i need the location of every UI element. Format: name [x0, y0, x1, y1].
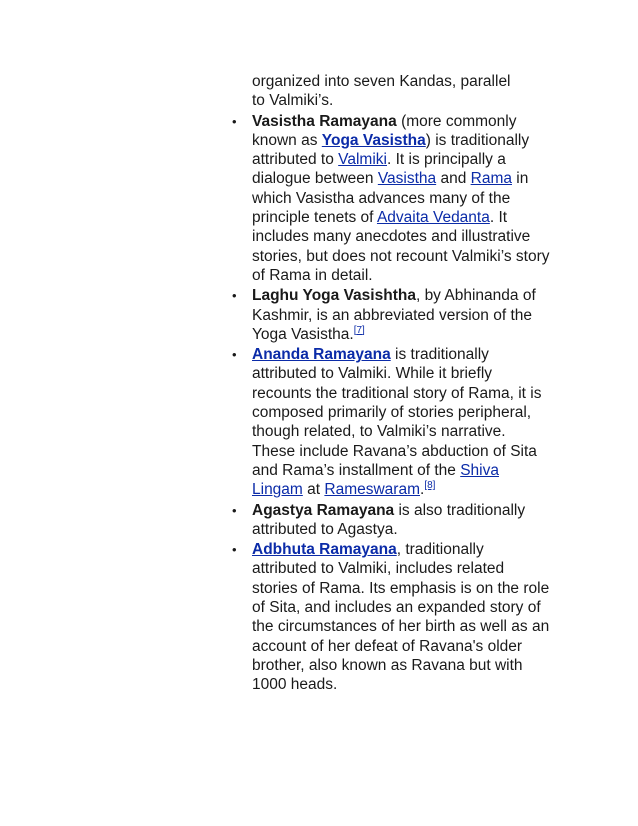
link-adbhuta-ramayana[interactable]: Adbhuta Ramayana: [252, 541, 397, 559]
item-text: and: [436, 170, 471, 188]
item-text: . It is principally a dialogue between: [252, 151, 506, 188]
citation-link-7[interactable]: [7]: [353, 324, 365, 336]
item-text: , by Abhinanda of Kashmir, is an abbreviated version of the Yoga Vasistha.: [252, 287, 536, 343]
bullet-icon: •: [232, 113, 237, 129]
link-valmiki[interactable]: Valmiki: [338, 151, 387, 169]
list-item-vasistha-ramayana: [232, 112, 552, 286]
item-text: (more commonly known as: [252, 112, 517, 149]
item-text: ) is traditionally attributed to: [252, 131, 530, 169]
ramayana-list: [232, 112, 552, 695]
list-item-agastya-ramayana: [232, 501, 552, 540]
item-text: .: [420, 481, 425, 499]
continuation-line-2: to Valmiki’s.: [252, 92, 334, 110]
link-shiva-lingam[interactable]: Shiva Lingam: [252, 461, 499, 499]
bullet-icon: •: [232, 288, 237, 304]
bullet-icon: •: [232, 542, 237, 558]
item-text: is traditionally attributed to Valmiki. While it briefly recounts the traditional story of Rama, it is composed primarily of stories peripheral, though related, to Valmiki’s narrative. These include Ravana’s abduction of Sita and Rama’s installment of the: [252, 346, 542, 479]
link-rameswaram[interactable]: Rameswaram: [324, 481, 420, 499]
list-item-adbhuta-ramayana: [232, 540, 552, 694]
item-text: at: [302, 481, 325, 499]
item-title: Vasistha Ramayana: [252, 112, 397, 130]
item-title: Laghu Yoga Vasishtha: [252, 287, 416, 305]
continuation-paragraph: [252, 72, 552, 111]
item-text: . It includes many anecdotes and illustrative stories, but does not recount Valmiki’s story of Rama in detail.: [252, 209, 550, 284]
item-text: in which Vasistha advances many of the principle tenets of: [252, 170, 529, 227]
citation-ref: [354, 325, 365, 336]
item-title: Agastya Ramayana: [252, 501, 395, 519]
link-advaita-vedanta[interactable]: Advaita Vedanta: [376, 209, 490, 227]
list-item-laghu-yoga-vasishtha: [232, 286, 552, 344]
link-yoga-vasistha[interactable]: Yoga Vasistha: [321, 131, 426, 149]
link-ananda-ramayana[interactable]: Ananda Ramayana: [252, 346, 391, 364]
document-page: [232, 72, 552, 696]
citation-ref: [424, 480, 435, 491]
link-rama[interactable]: Rama: [470, 170, 512, 188]
link-vasistha[interactable]: Vasistha: [377, 170, 437, 188]
item-text: , traditionally attributed to Valmiki, includes related stories of Rama. Its emphasis is on the role of Sita, and includes an expanded story of the circumstances of her birth as well as an account of her defeat of Ravana's older brother, also known as Ravana but with 1000 heads.: [252, 541, 550, 694]
bullet-icon: •: [232, 347, 237, 363]
continuation-line-1: organized into seven Kandas, parallel: [252, 73, 511, 90]
item-text: is also traditionally attributed to Agastya.: [252, 501, 526, 538]
list-item-ananda-ramayana: [232, 345, 552, 499]
bullet-icon: •: [232, 502, 237, 518]
citation-link-8[interactable]: [8]: [424, 480, 436, 492]
